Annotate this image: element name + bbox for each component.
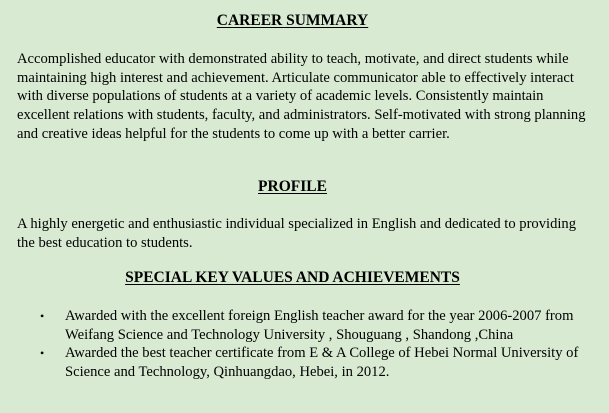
achievement-text: Awarded with the excellent foreign English teacher award for the year 2006-2007 from Weifang Science and Technology University , Shouguang , Shandong ,China <box>65 308 574 343</box>
career-summary-heading: CAREER SUMMARY <box>216 12 369 29</box>
achievement-item <box>40 307 600 344</box>
profile-paragraph: A highly energetic and enthusiastic individual specialized in English and dedicated to providing the best education to students. <box>17 216 577 251</box>
bullet-icon: • <box>40 309 45 323</box>
achievement-item <box>40 344 600 381</box>
achievements-list <box>40 307 600 382</box>
achievement-text: Awarded the best teacher certificate from E & A College of Hebei Normal University of Science and Technology, Qinhuangdao, Hebei, in 2012. <box>65 345 579 381</box>
bullet-icon: • <box>40 346 45 361</box>
profile-heading: PROFILE <box>258 178 327 195</box>
achievements-heading: SPECIAL KEY VALUES AND ACHIEVEMENTS <box>125 269 460 286</box>
career-summary-paragraph: Accomplished educator with demonstrated ability to teach, motivate, and direct students while maintaining high interest and achievement. Articulate communicator able to effectively interact with diverse populations of students at a variety of academic levels. Consistently maintain excellent relations with students, faculty, and administrators. Self-motivated with strong planning and creative ideas helpful for the students to come up with a better carrier. <box>17 51 586 142</box>
